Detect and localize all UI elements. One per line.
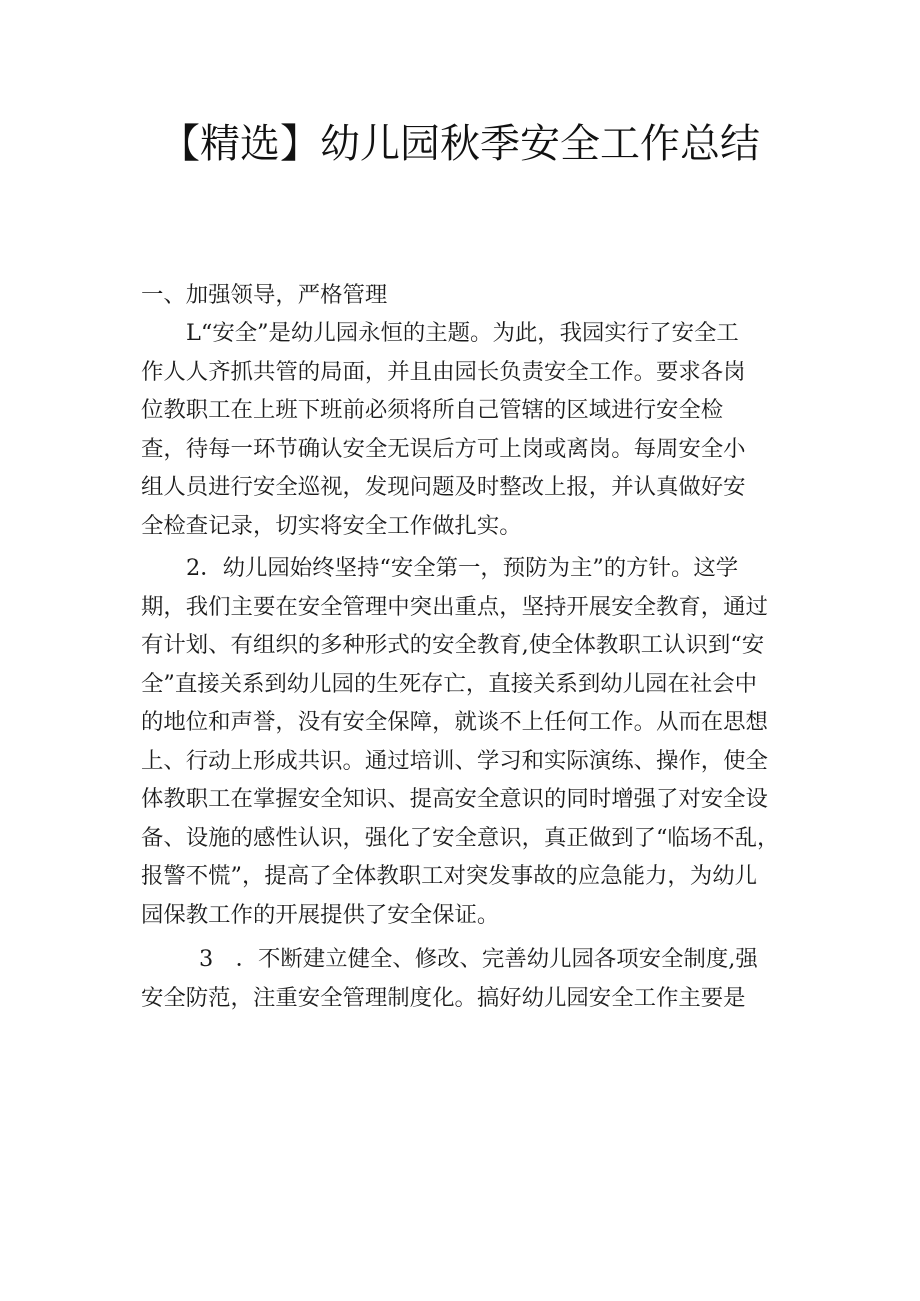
document-body [141,276,791,1017]
paragraph-line: 安全防范，注重安全管理制度化。搞好幼儿园安全工作主要是 [141,984,746,1011]
paragraph-1 [141,314,791,545]
paragraph-line: 作人人齐抓共管的局面，并且由园长负责安全工作。要求各岗 [141,358,746,385]
paragraph-line: 2．幼儿园始终坚持“安全第一，预防为主”的方针。这学 [186,555,739,581]
paragraph-2 [141,549,791,934]
paragraph-line: 全检查记录，切实将安全工作做扎实。 [141,512,522,539]
paragraph-line: 体教职工在掌握安全知识、提高安全意识的同时增强了对安全设 [141,786,768,812]
paragraph-line: 有计划、有组织的多种形式的安全教育,使全体教职工认识到“安 [141,632,765,658]
document-title: 【精选】幼儿园秋季安全工作总结 [160,121,760,167]
paragraph-line: 期，我们主要在安全管理中突出重点，坚持开展安全教育，通过 [141,593,768,620]
paragraph-line: 查，待每一环节确认安全无误后方可上岗或离岗。每周安全小 [141,435,746,462]
paragraph-line: 备、设施的感性认识，强化了安全意识，真正做到了“临场不乱， [141,824,780,851]
section-heading: 一、加强领导，严格管理 [141,282,388,308]
paragraph-line: L“安全”是幼儿园永恒的主题。为此，我园实行了安全工 [186,320,739,346]
paragraph-line: 位教职工在上班下班前必须将所自己管辖的区域进行安全检 [141,397,724,423]
paragraph-line: 报警不慌”，提高了全体教职工对突发事故的应急能力，为幼儿 [141,863,757,889]
paragraph-line: 组人员进行安全巡视，发现问题及时整改上报，并认真做好安 [141,474,746,500]
paragraph-line: 园保教工作的开展提供了安全保证。 [141,901,500,928]
paragraph-line: 上、行动上形成共识。通过培训、学习和实际演练、操作，使全 [141,747,768,774]
paragraph-3 [141,940,791,1017]
paragraph-line: 全”直接关系到幼儿园的生死存亡，直接关系到幼儿园在社会中 [141,670,757,697]
paragraph-line: 3 ．不断建立健全、修改、完善幼儿园各项安全制度,强 [199,946,758,972]
paragraph-line: 的地位和声誉，没有安全保障，就谈不上任何工作。从而在思想 [141,709,768,735]
